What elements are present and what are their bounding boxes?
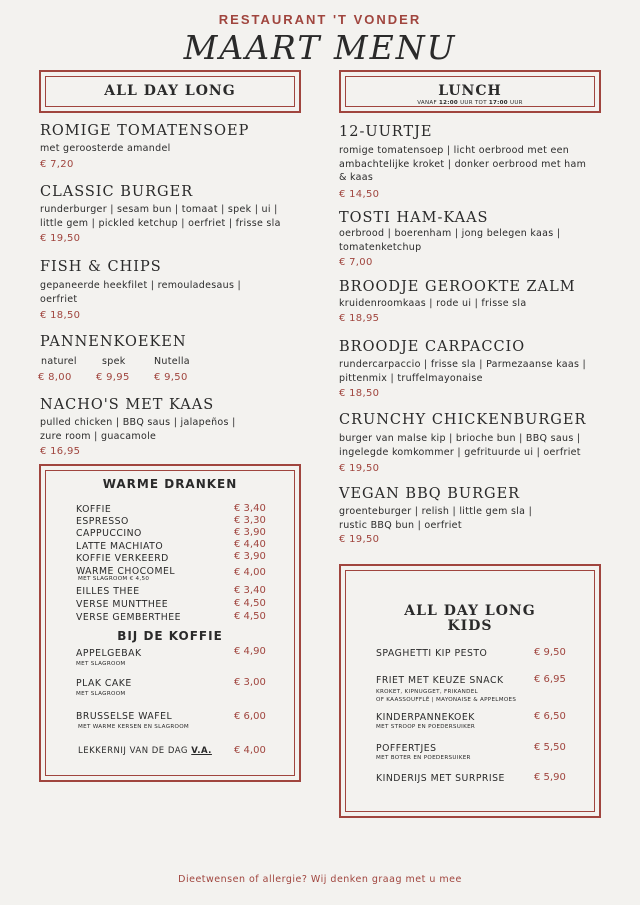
item-desc: burger van malse kip | brioche bun | BBQ saus | ingelegde komkommer | gefrituurde ui | oerfriet [339, 433, 581, 458]
drink-price: € 4,50 [234, 598, 266, 609]
all-day-heading: ALL DAY LONG [104, 83, 236, 99]
kids-item-name: POFFERTJES [376, 743, 437, 754]
drink-sub: MET WARME KERSEN EN SLAGROOM [78, 724, 190, 730]
item-title: PANNENKOEKEN [40, 334, 187, 350]
drink-name: BRUSSELSE WAFEL [76, 711, 173, 722]
item-price: € 18,50 [40, 310, 81, 321]
kids-heading-line1: ALL DAY LONG [404, 603, 536, 619]
item-desc: runderburger | sesam bun | tomaat | spek | ui | little gem | pickled ketchup | oerfriet | frisse sla [40, 204, 281, 229]
lunch-from-time: 12:00 [439, 100, 459, 106]
item-title: BROODJE CARPACCIO [339, 339, 526, 355]
drink-price: € 6,00 [234, 711, 266, 722]
item-price: € 16,95 [40, 446, 81, 457]
item-desc: gepaneerde heekfilet | remouladesaus | oerfriet [40, 280, 242, 305]
option-price: € 8,00 [38, 372, 72, 383]
lekkernij-label [78, 746, 212, 756]
kids-item-price: € 5,90 [534, 772, 566, 783]
item-desc: oerbrood | boerenham | jong belegen kaas | tomatenketchup [339, 228, 561, 253]
item-price: € 18,50 [339, 388, 380, 399]
kids-item-price: € 5,50 [534, 742, 566, 753]
restaurant-name: RESTAURANT 'T VONDER [218, 12, 422, 27]
menu-title: MAART MENU [183, 28, 457, 67]
drink-price: € 4,40 [234, 539, 266, 550]
lunch-header-box [339, 70, 601, 113]
lunch-vanaf: VANAF [417, 100, 437, 106]
kids-item-sub: KROKET, KIPNUGGET, FRIKANDEL [376, 689, 478, 695]
lekkernij-price: € 4,00 [234, 745, 266, 756]
item-price: € 7,00 [339, 257, 373, 268]
option-price: € 9,95 [96, 372, 130, 383]
drink-name: WARME CHOCOMEL [76, 566, 176, 577]
drink-name: VERSE GEMBERTHEE [76, 612, 181, 623]
lunch-heading: LUNCH [438, 83, 502, 99]
option-label: spek [102, 356, 126, 367]
item-desc: romige tomatensoep | licht oerbrood met een ambachtelijke kroket | donker oerbrood met ham & kaas [339, 145, 587, 183]
item-price: € 19,50 [40, 233, 81, 244]
item-desc: groenteburger | relish | little gem sla | rustic BBQ bun | oerfriet [339, 506, 533, 531]
drink-name: PLAK CAKE [76, 678, 132, 689]
item-title: CLASSIC BURGER [40, 184, 194, 200]
item-price: € 19,50 [339, 534, 380, 545]
drink-name: APPELGEBAK [76, 648, 142, 659]
drink-sub: MET SLAGROOM [76, 691, 126, 697]
item-title: 12-UURTJE [339, 124, 433, 140]
warm-drinks-heading: WARME DRANKEN [102, 477, 238, 491]
option-price: € 9,50 [154, 372, 188, 383]
item-title: VEGAN BBQ BURGER [339, 486, 521, 502]
item-desc: rundercarpaccio | frisse sla | Parmezaanse kaas | pittenmix | truffelmayonaise [339, 359, 587, 384]
kids-item-name: KINDERIJS MET SURPRISE [376, 773, 505, 784]
drink-price: € 3,30 [234, 515, 266, 526]
item-desc: kruidenroomkaas | rode ui | frisse sla [339, 298, 527, 309]
drink-price: € 3,00 [234, 677, 266, 688]
option-label: Nutella [154, 356, 190, 367]
allergy-footer: Dieetwensen of allergie? Wij denken graag met u mee [178, 874, 462, 885]
drink-name: EILLES THEE [76, 586, 140, 597]
kids-item-sub: OF KAASSOUFFLÉ | MAYONAISE & APPELMOES [376, 697, 517, 703]
kids-item-name: FRIET MET KEUZE SNACK [376, 675, 504, 686]
item-price: € 19,50 [339, 463, 380, 474]
drink-price: € 4,00 [234, 567, 266, 578]
drink-sub: MET SLAGROOM [76, 661, 126, 667]
item-title: BROODJE GEROOKTE ZALM [339, 279, 576, 295]
item-price: € 14,50 [339, 189, 380, 200]
lunch-hours [341, 100, 599, 106]
lunch-uur: UUR [510, 100, 523, 106]
kids-item-sub: MET STROOP EN POEDERSUIKER [376, 724, 476, 730]
kids-item-name: KINDERPANNEKOEK [376, 712, 475, 723]
kids-heading-line2: KIDS [447, 618, 493, 634]
drink-name: LATTE MACHIATO [76, 541, 164, 552]
drink-name: VERSE MUNTTHEE [76, 599, 169, 610]
koffie-heading: BIJ DE KOFFIE [117, 629, 223, 643]
item-title: CRUNCHY CHICKENBURGER [339, 412, 587, 428]
option-label: naturel [41, 356, 77, 367]
lekkernij-va: V.A. [191, 746, 212, 756]
drink-price: € 3,40 [234, 585, 266, 596]
item-title: NACHO'S MET KAAS [40, 397, 215, 413]
item-title: FISH & CHIPS [40, 259, 162, 275]
kids-box [339, 564, 601, 818]
kids-item-sub: MET BOTER EN POEDERSUIKER [376, 755, 471, 761]
item-price: € 18,95 [339, 313, 380, 324]
drink-price: € 4,90 [234, 646, 266, 657]
kids-item-name: SPAGHETTI KIP PESTO [376, 648, 488, 659]
drink-price: € 3,90 [234, 551, 266, 562]
kids-item-price: € 6,50 [534, 711, 566, 722]
item-desc: pulled chicken | BBQ saus | jalapeños | zure room | guacamole [40, 417, 236, 442]
lunch-to-time: 17:00 [488, 100, 508, 106]
kids-item-price: € 6,95 [534, 674, 566, 685]
warm-drinks-box [39, 464, 301, 782]
drink-name: ESPRESSO [76, 516, 129, 527]
drink-price: € 4,50 [234, 611, 266, 622]
lekkernij-text: LEKKERNIJ VAN DE DAG [78, 746, 189, 756]
item-title: ROMIGE TOMATENSOEP [40, 123, 250, 139]
item-desc: met geroosterde amandel [40, 143, 171, 154]
item-price: € 7,20 [40, 159, 74, 170]
drink-price: € 3,40 [234, 503, 266, 514]
drink-price: € 3,90 [234, 527, 266, 538]
all-day-header-box [39, 70, 301, 113]
item-title: TOSTI HAM-KAAS [339, 210, 489, 226]
drink-name: CAPPUCCINO [76, 528, 142, 539]
drink-name: KOFFIE VERKEERD [76, 553, 169, 564]
drink-name: KOFFIE [76, 504, 112, 515]
lunch-uur-tot: UUR TOT [460, 100, 487, 106]
kids-item-price: € 9,50 [534, 647, 566, 658]
drink-sub: MET SLAGROOM € 4,50 [78, 576, 150, 582]
